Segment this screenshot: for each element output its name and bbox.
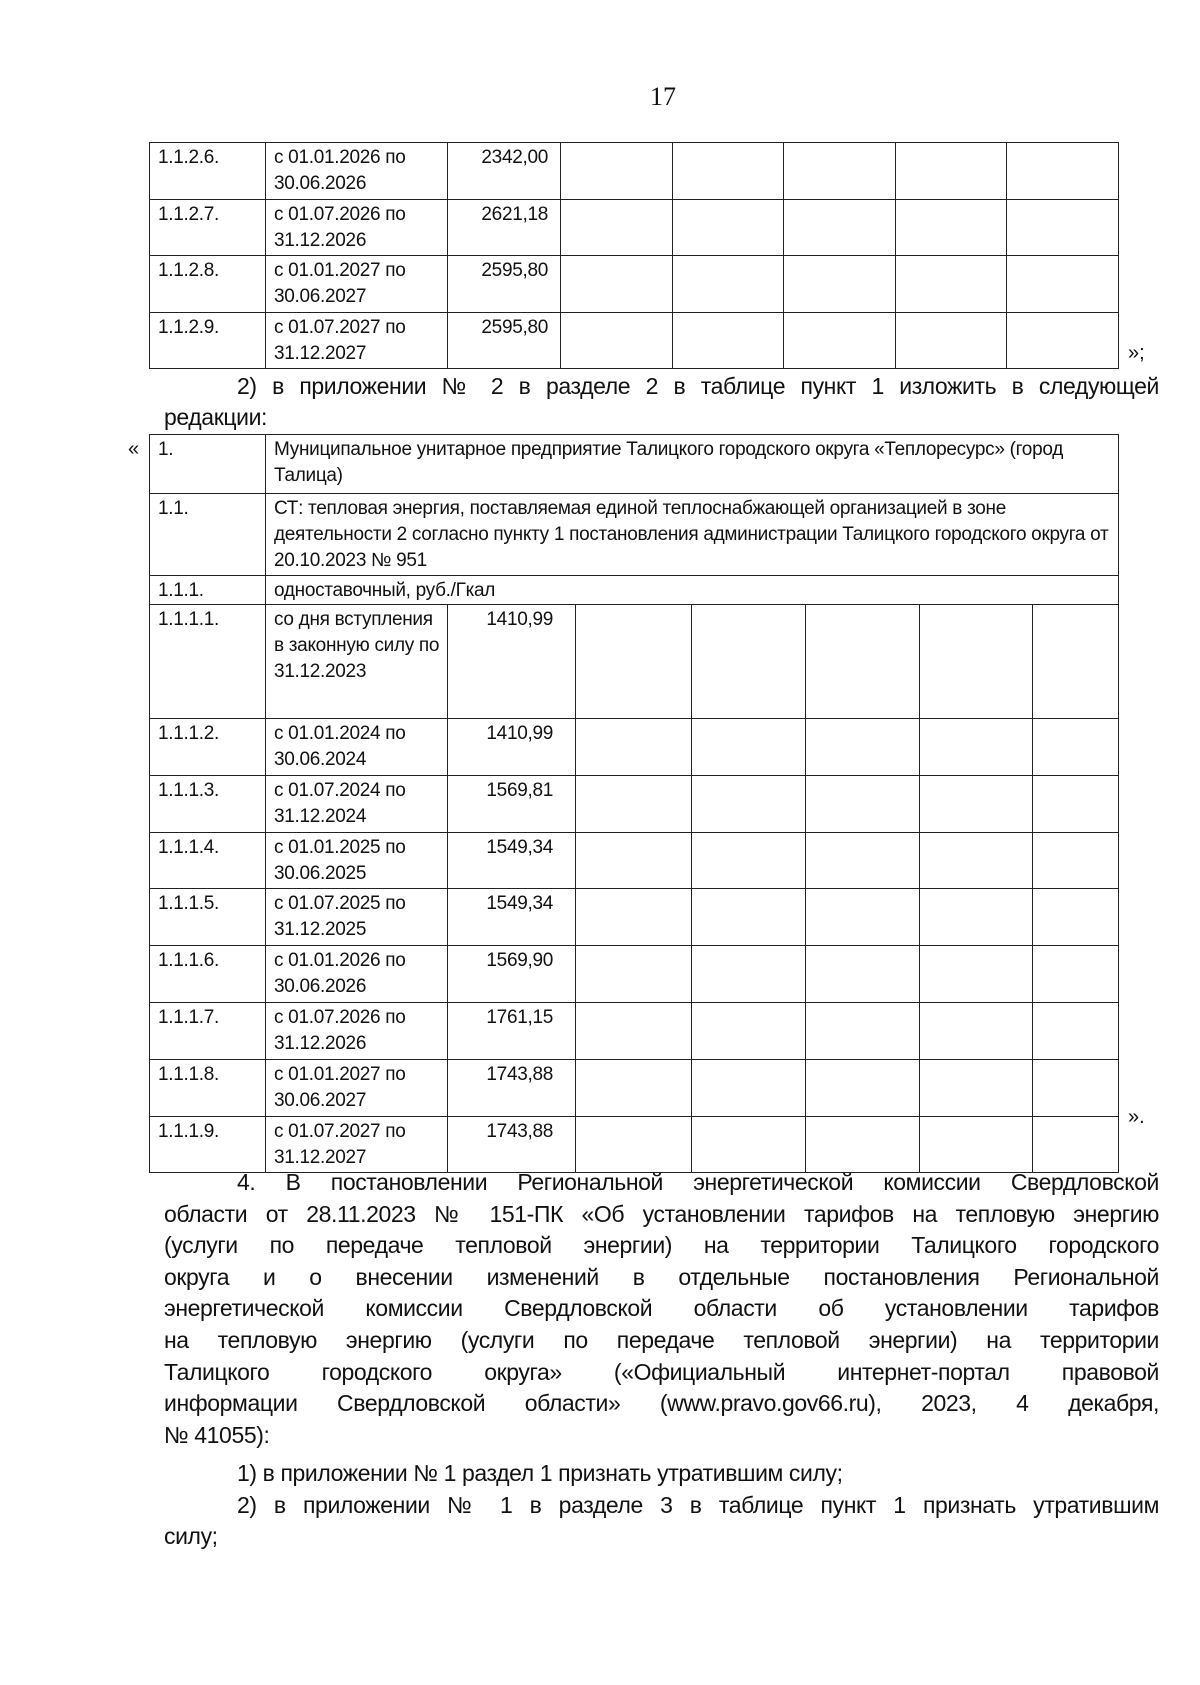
empty-cell	[806, 605, 920, 719]
table-row	[150, 1059, 1119, 1116]
empty-cell	[692, 775, 806, 832]
row-number: 1.1.1.	[150, 576, 266, 605]
empty-cell	[920, 946, 1033, 1003]
empty-cell	[1033, 719, 1119, 776]
row-number: 1.1.1.3.	[150, 775, 266, 832]
tariff-value: 1743,88	[448, 1116, 576, 1173]
empty-cell	[920, 832, 1033, 889]
empty-cell	[920, 1002, 1033, 1059]
table-row	[150, 312, 1119, 369]
period: с 01.01.2025 по 30.06.2025	[266, 832, 448, 889]
tariff-value: 2621,18	[448, 199, 561, 256]
table-row	[150, 605, 1119, 719]
row-number: 1.1.1.2.	[150, 719, 266, 776]
empty-cell	[1007, 312, 1119, 369]
empty-cell	[692, 889, 806, 946]
empty-cell	[1033, 775, 1119, 832]
period: с 01.01.2026 по 30.06.2026	[266, 143, 448, 200]
empty-cell	[673, 312, 784, 369]
empty-cell	[692, 605, 806, 719]
subitem-2-line: силу;	[164, 1523, 218, 1549]
paragraph-2-line: редакции:	[164, 404, 268, 430]
empty-cell	[576, 775, 692, 832]
table-row	[150, 256, 1119, 313]
empty-cell	[920, 1116, 1033, 1173]
table-row	[150, 832, 1119, 889]
paragraph-4-line: Талицкого городского округа» («Официальный интернет-портал правовой	[164, 1358, 1159, 1385]
period: с 01.01.2024 по 30.06.2024	[266, 719, 448, 776]
tariff-table-teploresurs	[149, 434, 1119, 1173]
paragraph-4-line: информации Свердловской области» (www.pravo.gov66.ru), 2023, 4 декабря,	[164, 1390, 1159, 1417]
empty-cell	[692, 946, 806, 1003]
period: с 01.07.2027 по 31.12.2027	[266, 1116, 448, 1173]
empty-cell	[576, 719, 692, 776]
paragraph-4-line: округа и о внесении изменений в отдельные постановления Региональной	[164, 1263, 1159, 1290]
empty-cell	[576, 889, 692, 946]
paragraph-4-line: энергетической комиссии Свердловской области об установлении тарифов	[164, 1295, 1159, 1322]
empty-cell	[673, 143, 784, 200]
period: с 01.07.2024 по 31.12.2024	[266, 775, 448, 832]
empty-cell	[920, 1059, 1033, 1116]
empty-cell	[784, 256, 896, 313]
tariff-value: 2342,00	[448, 143, 561, 200]
row-number: 1.1.1.8.	[150, 1059, 266, 1116]
empty-cell	[920, 719, 1033, 776]
table-row	[150, 889, 1119, 946]
empty-cell	[673, 256, 784, 313]
tariff-value: 1410,99	[448, 719, 576, 776]
paragraph-4-line: области от 28.11.2023 № 151-ПК «Об установлении тарифов на тепловую энергию	[164, 1200, 1159, 1227]
table-row	[150, 1116, 1119, 1173]
empty-cell	[1033, 889, 1119, 946]
table-row	[150, 946, 1119, 1003]
table-header-row	[150, 494, 1119, 576]
paragraph-4-line: на тепловую энергию (услуги по передаче тепловой энергии) на территории	[164, 1327, 1159, 1353]
empty-cell	[561, 312, 673, 369]
paragraph-4-line: (услуги по передаче тепловой энергии) на территории Талицкого городского	[164, 1232, 1159, 1259]
empty-cell	[561, 143, 673, 200]
row-number: 1.1.2.6.	[150, 143, 266, 200]
row-description: СТ: тепловая энергия, поставляемая единой теплоснабжающей организацией в зоне деятельности 2 согласно пункту 1 постановления администрации Талицкого городского округа от 20.10.2023 № 951	[266, 494, 1119, 576]
row-number: 1.1.2.9.	[150, 312, 266, 369]
empty-cell	[784, 143, 896, 200]
row-number: 1.1.2.8.	[150, 256, 266, 313]
empty-cell	[784, 199, 896, 256]
paragraph-2-line: 2) в приложении № 2 в разделе 2 в таблице пункт 1 изложить в следующей	[237, 373, 1159, 399]
row-number: 1.1.2.7.	[150, 199, 266, 256]
empty-cell	[896, 312, 1007, 369]
empty-cell	[806, 1116, 920, 1173]
empty-cell	[896, 143, 1007, 200]
period: с 01.01.2027 по 30.06.2027	[266, 1059, 448, 1116]
period: с 01.07.2026 по 31.12.2026	[266, 1002, 448, 1059]
row-number: 1.	[150, 435, 266, 494]
empty-cell	[576, 605, 692, 719]
row-number: 1.1.1.6.	[150, 946, 266, 1003]
row-number: 1.1.1.7.	[150, 1002, 266, 1059]
empty-cell	[1033, 946, 1119, 1003]
tariff-value: 2595,80	[448, 256, 561, 313]
empty-cell	[1033, 605, 1119, 719]
empty-cell	[806, 719, 920, 776]
empty-cell	[561, 256, 673, 313]
tariff-value: 1569,81	[448, 775, 576, 832]
empty-cell	[576, 832, 692, 889]
period: с 01.07.2026 по 31.12.2026	[266, 199, 448, 256]
empty-cell	[806, 889, 920, 946]
tariff-value: 1549,34	[448, 889, 576, 946]
empty-cell	[692, 719, 806, 776]
tariff-value: 1549,34	[448, 832, 576, 889]
table-row	[150, 143, 1119, 200]
period: со дня вступления в законную силу по 31.12.2023	[266, 605, 448, 719]
row-number: 1.1.1.5.	[150, 889, 266, 946]
closing-quote-mark: »;	[1128, 342, 1145, 364]
period: с 01.07.2025 по 31.12.2025	[266, 889, 448, 946]
empty-cell	[576, 1116, 692, 1173]
empty-cell	[920, 889, 1033, 946]
empty-cell	[896, 199, 1007, 256]
empty-cell	[806, 775, 920, 832]
empty-cell	[920, 775, 1033, 832]
table-row	[150, 719, 1119, 776]
tariff-value: 1761,15	[448, 1002, 576, 1059]
empty-cell	[1033, 1059, 1119, 1116]
row-description: Муниципальное унитарное предприятие Талицкого городского округа «Теплоресурс» (город Талица)	[266, 435, 1119, 494]
empty-cell	[561, 199, 673, 256]
table-header-row	[150, 435, 1119, 494]
empty-cell	[1007, 143, 1119, 200]
empty-cell	[576, 946, 692, 1003]
tariff-value: 1743,88	[448, 1059, 576, 1116]
empty-cell	[1007, 256, 1119, 313]
period: с 01.01.2027 по 30.06.2027	[266, 256, 448, 313]
table-row	[150, 199, 1119, 256]
empty-cell	[1033, 832, 1119, 889]
tariff-table-continuation	[149, 142, 1119, 369]
empty-cell	[1033, 1116, 1119, 1173]
empty-cell	[692, 1059, 806, 1116]
empty-cell	[1007, 199, 1119, 256]
row-number: 1.1.1.1.	[150, 605, 266, 719]
page-number: 17	[650, 82, 676, 111]
closing-quote-mark: ».	[1128, 1106, 1145, 1128]
empty-cell	[920, 605, 1033, 719]
period: с 01.01.2026 по 30.06.2026	[266, 946, 448, 1003]
empty-cell	[784, 312, 896, 369]
empty-cell	[673, 199, 784, 256]
empty-cell	[576, 1059, 692, 1116]
paragraph-4-line: 4. В постановлении Региональной энергетической комиссии Свердловской	[237, 1169, 1159, 1195]
tariff-value: 1569,90	[448, 946, 576, 1003]
row-number: 1.1.	[150, 494, 266, 576]
empty-cell	[692, 1002, 806, 1059]
row-description: одноставочный, руб./Гкал	[266, 576, 1119, 605]
empty-cell	[1033, 1002, 1119, 1059]
empty-cell	[806, 946, 920, 1003]
subitem-1: 1) в приложении № 1 раздел 1 признать утратившим силу;	[237, 1460, 843, 1486]
period: с 01.07.2027 по 31.12.2027	[266, 312, 448, 369]
empty-cell	[896, 256, 1007, 313]
tariff-value: 1410,99	[448, 605, 576, 719]
row-number: 1.1.1.4.	[150, 832, 266, 889]
tariff-value: 2595,80	[448, 312, 561, 369]
subitem-2-line: 2) в приложении № 1 в разделе 3 в таблице пункт 1 признать утратившим	[237, 1492, 1159, 1518]
empty-cell	[692, 832, 806, 889]
opening-quote-mark: «	[128, 438, 140, 460]
table-row	[150, 1002, 1119, 1059]
table-header-row	[150, 576, 1119, 605]
empty-cell	[806, 1002, 920, 1059]
empty-cell	[576, 1002, 692, 1059]
paragraph-4-line: № 41055):	[164, 1421, 270, 1448]
table-row	[150, 775, 1119, 832]
row-number: 1.1.1.9.	[150, 1116, 266, 1173]
empty-cell	[806, 1059, 920, 1116]
empty-cell	[692, 1116, 806, 1173]
empty-cell	[806, 832, 920, 889]
